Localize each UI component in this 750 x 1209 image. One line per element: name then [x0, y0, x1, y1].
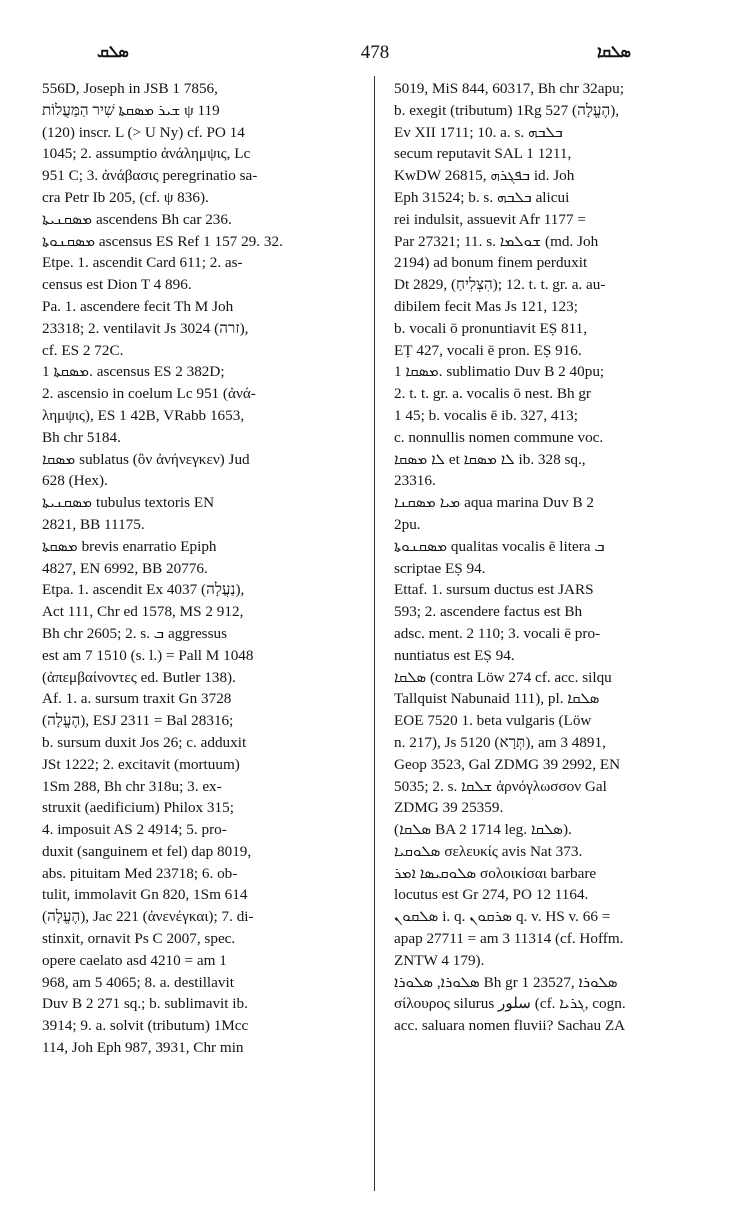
- right-column-line: n. 217), Js 5120 (תְּרָא), am 3 4891,: [394, 733, 606, 751]
- right-column-line: apap 27711 = am 3 11314 (cf. Hoffm.: [394, 930, 624, 948]
- right-column-line: KwDW 26815, ܒܦܓܪܗ id. Joh: [394, 167, 575, 185]
- left-column-line: (ἀπεμβαίνοντες ed. Butler 138).: [42, 668, 236, 686]
- left-column-line: (120) inscr. L (> U Ny) cf. PO 14: [42, 123, 245, 141]
- right-column-line: ZNTW 4 179).: [394, 951, 485, 969]
- left-column-line: ܡܣܩܬܐ brevis enarratio Epiph: [42, 537, 217, 555]
- left-column-line: Etpe. 1. ascendit Card 611; 2. as-: [42, 254, 243, 272]
- left-column-line: 114, Joh Eph 987, 3931, Chr min: [42, 1039, 244, 1057]
- left-column-line: census est Dion T 4 896.: [42, 276, 192, 294]
- right-column-line: (ܣܠܩܐ BA 2 1714 leg. ܣܠܩܐ).: [394, 821, 572, 839]
- right-column-line: nuntiatus est EṢ 94.: [394, 646, 515, 664]
- right-column-line: c. nonnullis nomen commune voc.: [394, 428, 604, 446]
- right-column-line: scriptae EṢ 94.: [394, 559, 486, 577]
- right-column-line: 5035; 2. s. ܫܠܩܐ ἀρνόγλωσσον Gal: [394, 777, 607, 795]
- right-column-line: b. exegit (tributum) 1Rg 527 (הֶעֱלָה),: [394, 101, 620, 119]
- right-column-line: ܡܣܩܐ 1. sublimatio Duv B 2 40pu;: [394, 363, 605, 381]
- left-column-line: struxit (aedificium) Philox 315;: [42, 799, 234, 817]
- left-column-line: ܡܣܩܢܝܬܐ tubulus textoris EN: [42, 494, 215, 512]
- right-column-line: σίλουρος silurus سلور (cf. ܓܪܝܐ, cogn.: [394, 995, 626, 1013]
- left-column-line: 2. ascensio in coelum Lc 951 (ἀνά-: [42, 385, 256, 403]
- left-column-line: JSt 1222; 2. excitavit (mortuum): [42, 755, 240, 773]
- left-column-line: stinxit, ornavit Ps C 2007, spec.: [42, 930, 236, 948]
- left-column-line: Etpa. 1. ascendit Ex 4037 (נַעֲלָה),: [42, 581, 245, 599]
- left-column-line: Bh chr 2605; 2. s. ܒ aggressus: [42, 624, 228, 642]
- left-column-line: Af. 1. a. sursum traxit Gn 3728: [42, 690, 232, 708]
- right-column-line: b. vocali ō pronuntiavit EṢ 811,: [394, 319, 588, 337]
- header-right-word: ܣܠܩܐ: [597, 42, 631, 61]
- right-column-line: EṬ 427, vocali ē pron. EṢ 916.: [394, 341, 582, 359]
- left-column-line: 2821, BB 11175.: [42, 515, 145, 533]
- left-column-line: λημψις), ES 1 42B, VRabb 1653,: [42, 406, 245, 424]
- left-column-line: Act 111, Chr ed 1578, MS 2 912,: [42, 603, 244, 621]
- left-column-line: 556D, Joseph in JSB 1 7856,: [42, 80, 218, 97]
- left-column-line: (הֶעֱלָה), Jac 221 (ἀνενέγκαι); 7. di-: [42, 908, 254, 926]
- left-column-line: cf. ES 2 72C.: [42, 341, 124, 359]
- right-column-line: Ettaf. 1. sursum ductus est JARS: [394, 581, 594, 599]
- right-column-line: 2. t. t. gr. a. vocalis ō nest. Bh gr: [394, 385, 591, 403]
- left-column-line: (הֶעֱלָה), ESJ 2311 = Bal 28316;: [42, 712, 234, 730]
- right-column-line: 23316.: [394, 472, 436, 490]
- left-column-line: 4. imposuit AS 2 4914; 5. pro-: [42, 821, 227, 839]
- left-column-line: ܡܣܩܐ sublatus (ὃν ἀνήνεγκεν) Jud: [42, 450, 250, 468]
- right-column-line: dibilem fecit Mas Js 121, 123;: [394, 297, 578, 315]
- right-column-line: EOE 7520 1. beta vulgaris (Löw: [394, 712, 592, 730]
- right-column-line: adsc. ment. 2 110; 3. vocali ē pro-: [394, 624, 601, 642]
- left-column-line: est am 7 1510 (s. l.) = Pall M 1048: [42, 646, 254, 664]
- right-column-line: ܠܐ ܡܣܩܐ et ܠܐ ܡܣܩܐ ib. 328 sq.,: [394, 450, 586, 468]
- left-column-line: tulit, immolavit Gn 820, 1Sm 614: [42, 886, 248, 904]
- right-column-line: Tallquist Nabunaid 111), pl. ܣܠܩܐ: [394, 690, 600, 708]
- right-column: [394, 78, 708, 1037]
- running-header: [0, 42, 750, 68]
- page-number: 478: [360, 42, 390, 63]
- left-column-line: 628 (Hex).: [42, 472, 108, 490]
- left-column-line: abs. pituitam Med 23718; 6. ob-: [42, 864, 238, 882]
- left-column-line: 1045; 2. assumptio ἀνάλημψις, Lc: [42, 145, 251, 163]
- right-column-line: Geop 3523, Gal ZDMG 39 2992, EN: [394, 755, 621, 773]
- left-column-line: duxit (sanguinem et fel) dap 8019,: [42, 842, 252, 860]
- right-column-line: ܣܠܩܐ (contra Löw 274 cf. acc. silqu: [394, 668, 612, 686]
- left-column-line: 968, am 5 4065; 8. a. destillavit: [42, 973, 234, 991]
- right-column-line: Eph 31524; b. s. ܒܠܒܗ alicui: [394, 188, 570, 206]
- left-column-line: ܡܣܩܢܝܬܐ ascendens Bh car 236.: [42, 210, 232, 228]
- right-column-line: ܣܠܩܘܢ i. q. ܣܪܩܘܢ q. v. HS v. 66 =: [394, 908, 611, 926]
- left-column: [42, 78, 358, 1059]
- right-column-line: 5019, MiS 844, 60317, Bh chr 32apu;: [394, 80, 624, 97]
- right-column-line: 2pu.: [394, 515, 421, 533]
- right-column-line: 1 45; b. vocalis ē ib. 327, 413;: [394, 406, 578, 424]
- left-column-line: 4827, EN 6992, BB 20776.: [42, 559, 208, 577]
- right-column-line: 2194) ad bonum finem perduxit: [394, 254, 588, 272]
- right-column-line: Dt 2829, (הִצְלִיחַ); 12. t. t. gr. a. au-: [394, 276, 606, 294]
- right-column-line: Ev XII 1711; 10. a. s. ܒܠܒܗ: [394, 123, 563, 141]
- left-column-line: Duv B 2 271 sq.; b. sublimavit ib.: [42, 995, 248, 1013]
- left-column-line: 3914; 9. a. solvit (tributum) 1Mcc: [42, 1017, 249, 1035]
- left-column-line: cra Petr Ib 205, (cf. ψ 836).: [42, 188, 209, 206]
- right-column-line: ZDMG 39 25359.: [394, 799, 504, 817]
- right-column-line: locutus est Gr 274, PO 12 1164.: [394, 886, 589, 904]
- left-column-line: 951 C; 3. ἀνάβασις peregrinatio sa-: [42, 167, 258, 185]
- header-left-word: ܣܠܩ: [97, 42, 129, 61]
- right-column-line: 593; 2. ascendere factus est Bh: [394, 603, 583, 621]
- right-column-line: ܣܠܘܩܝܐ σελευκίς avis Nat 373.: [394, 842, 583, 860]
- left-column-line: 1Sm 288, Bh chr 318u; 3. ex-: [42, 777, 222, 795]
- left-column-line: ܡܣܩܢܘܬܐ ascensus ES Ref 1 157 29. 32.: [42, 232, 283, 250]
- right-column-line: rei indulsit, assuevit Afr 1177 =: [394, 210, 586, 228]
- column-divider: [374, 76, 375, 1191]
- left-column-line: opere caelato asd 4210 = am 1: [42, 951, 227, 969]
- right-column-line: Par 27321; 11. s. ܫܘܠܡܐ (md. Joh: [394, 232, 599, 250]
- left-column-line: Bh chr 5184.: [42, 428, 121, 446]
- right-column-line: secum reputavit SAL 1 1211,: [394, 145, 572, 163]
- right-column-line: acc. saluara nomen fluvii? Sachau ZA: [394, 1017, 626, 1035]
- right-column-line: ܣܠܘܪܐ, ܣܠܘܪܐ Bh gr 1 23527, ܣܠܘܪܐ: [394, 973, 618, 991]
- right-column-line: ܡܣܩܢܘܬܐ qualitas vocalis ē litera ܒ: [394, 537, 605, 555]
- left-column-line: ܡܣܩܬܐ 1. ascensus ES 2 382D;: [42, 363, 225, 381]
- right-column-line: ܡܝܐ ܡܣܩܢܐ aqua marina Duv B 2: [394, 494, 594, 512]
- left-column-line: b. sursum duxit Jos 26; c. adduxit: [42, 733, 247, 751]
- left-column-line: Pa. 1. ascendere fecit Th M Joh: [42, 297, 234, 315]
- left-column-line: ܫܝܪ ܡܣܩܬܐ שִׁיר הַמַּעֲלוֹת ψ 119: [42, 101, 220, 119]
- left-column-line: 23318; 2. ventilavit Js 3024 (זרה),: [42, 319, 249, 337]
- right-column-line: ܣܠܘܩܝܣܐ ܐܡܪ σολοικίσαι barbare: [394, 864, 597, 882]
